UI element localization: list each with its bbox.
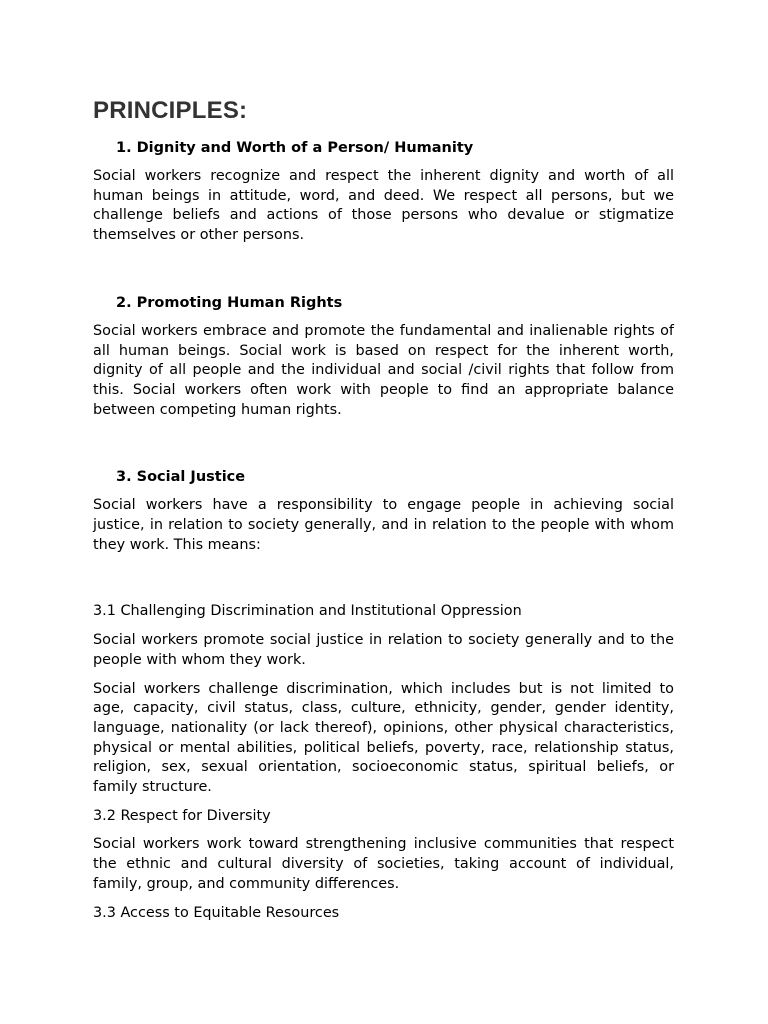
section-heading-social-justice: 3. Social Justice (116, 469, 246, 486)
spacer (93, 255, 674, 293)
spacer (93, 429, 674, 467)
paragraph-human-rights: Social workers embrace and promote the fundamental and inalienable rights of all human beings. Social work is based on respect for the inherent worth, dignity of all people and the individual and social /civil rights that follow from this. Social workers often work with people to find an appropriate balance between competing human rights. (93, 322, 674, 418)
section-heading-dignity: 1. Dignity and Worth of a Person/ Humanity (116, 140, 474, 156)
section-heading-human-rights: 2. Promoting Human Rights (116, 294, 343, 311)
subheading-diversity: 3.2 Respect for Diversity (93, 807, 271, 824)
paragraph-diversity: Social workers work toward strengthening inclusive communities that respect the ethnic and cultural diversity of societies, taking account of individual, family, group, and community differences. (93, 836, 674, 892)
subheading-equitable-resources: 3.3 Access to Equitable Resources (93, 904, 340, 921)
subheading-discrimination: 3.1 Challenging Discrimination and Institutional Oppression (93, 603, 522, 620)
document-page (93, 96, 674, 932)
spacer (93, 564, 674, 602)
paragraph-social-justice: Social workers have a responsibility to engage people in achieving social justice, in relation to society generally, and in relation to the people with whom they work. This means: (93, 497, 674, 553)
paragraph-discrimination-2: Social workers challenge discrimination, which includes but is not limited to age, capacity, civil status, class, culture, ethnicity, gender, gender identity, language, nationality (or lack thereof), opinions, other physical characteristics, physical or mental abilities, political beliefs, poverty, race, relationship status, religion, sex, sexual orientation, socioeconomic status, spiritual beliefs, or family structure. (93, 680, 674, 796)
paragraph-dignity: Social workers recognize and respect the inherent dignity and worth of all human beings in attitude, word, and deed. We respect all persons, but we challenge beliefs and actions of those persons who devalue or stigmatize themselves or other persons. (93, 168, 674, 244)
paragraph-discrimination-1: Social workers promote social justice in relation to society generally and to the people with whom they work. (93, 632, 674, 668)
page-title: PRINCIPLES: (93, 97, 248, 124)
